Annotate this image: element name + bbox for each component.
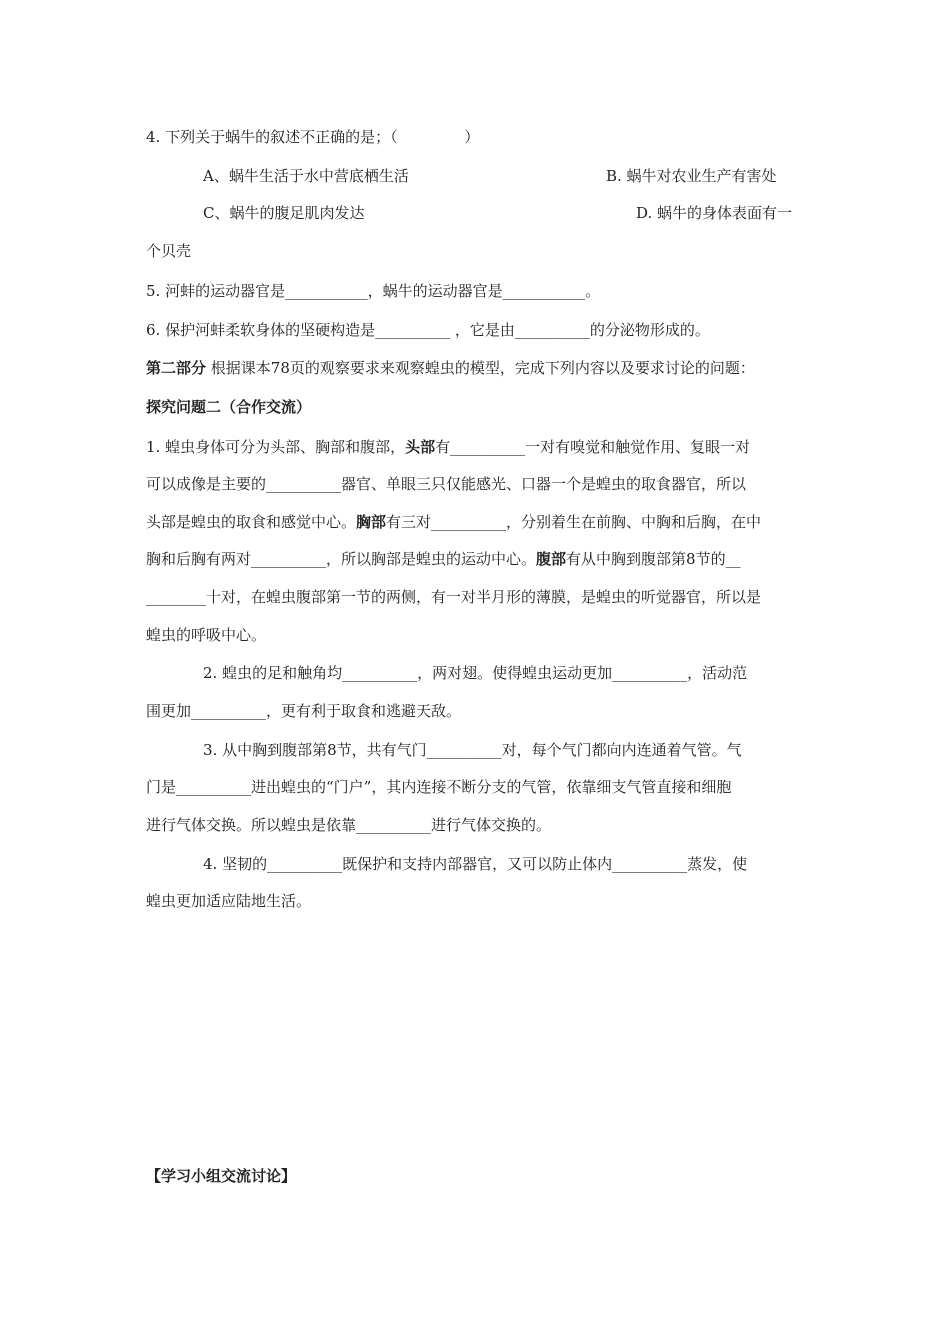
p1-text: 有三对__________，分别着生在前胸、中胸和后胸，在中 [386, 513, 762, 531]
p3-line1: 3. 从中胸到腹部第8节，共有气门__________对，每个气门都向内连通着气管。气 [203, 741, 742, 759]
q4-stem: 4. 下列关于蜗牛的叙述不正确的是；（ ） [146, 128, 480, 146]
p2-line2: 围更加__________，更有利于取食和逃避天敌。 [146, 702, 462, 720]
p1-text: 胸和后胸有两对__________，所以胸部是蝗虫的运动中心。 [146, 550, 537, 568]
abdomen-term: 腹部 [536, 550, 567, 568]
q4-option-d: D. 蜗牛的身体表面有一 [636, 204, 793, 222]
p4-line1: 4. 坚韧的__________既保护和支持内部器官，又可以防止体内__________蒸发，使 [203, 855, 748, 873]
q4-option-c: C、蜗牛的腹足肌肉发达 [203, 204, 365, 222]
q6: 6. 保护河蚌柔软身体的坚硬构造是__________ ，它是由__________的分泌物形成的。 [146, 321, 710, 339]
q5: 5. 河蚌的运动器官是___________，蜗牛的运动器官是___________。 [146, 282, 601, 300]
part2-heading [146, 358, 755, 378]
p2-line1: 2. 蝗虫的足和触角均__________，两对翅。使得蝗虫运动更加__________，活动范 [203, 664, 748, 682]
p3-line2: 门是__________进出蝗虫的“门户”，其内连接不断分支的气管，依靠细支气管直接和细胞 [146, 778, 732, 796]
p1-text: 1. 蝗虫身体可分为头部、胸部和腹部， [146, 438, 406, 456]
p1-line4 [146, 549, 741, 569]
inquiry-title: 探究问题二（合作交流） [146, 398, 312, 416]
q4-option-d-continued: 个贝壳 [146, 242, 192, 260]
part2-title: 第二部分 [146, 359, 207, 377]
p1-line6: 蝗虫的呼吸中心。 [146, 626, 267, 644]
thorax-term: 胸部 [356, 513, 387, 531]
p4-line2: 蝗虫更加适应陆地生活。 [146, 892, 312, 910]
p1-line1 [146, 437, 750, 457]
p1-line2: 可以成像是主要的__________器官、单眼三只仅能感光、口器一个是蝗虫的取食器官，所以 [146, 475, 747, 493]
p3-line3: 进行气体交换。所以蝗虫是依靠__________进行气体交换的。 [146, 816, 552, 834]
head-term: 头部 [405, 438, 436, 456]
p1-line5: ________十对，在蝗虫腹部第一节的两侧，有一对半月形的薄膜，是蝗虫的听觉器官，所以是 [146, 588, 762, 606]
q4-option-a: A、蜗牛生活于水中营底栖生活 [203, 167, 409, 185]
discussion-heading: 【学习小组交流讨论】 [146, 1167, 297, 1185]
q4-option-b: B. 蜗牛对农业生产有害处 [606, 167, 777, 185]
p1-line3 [146, 512, 761, 532]
p1-text: 有从中胸到腹部第8节的__ [566, 550, 741, 568]
p1-text: 有__________一对有嗅觉和触觉作用、复眼一对 [435, 438, 751, 456]
p1-text: 头部是蝗虫的取食和感觉中心。 [146, 513, 357, 531]
part2-description: 根据课本78页的观察要求来观察蝗虫的模型，完成下列内容以及要求讨论的问题： [206, 359, 755, 377]
